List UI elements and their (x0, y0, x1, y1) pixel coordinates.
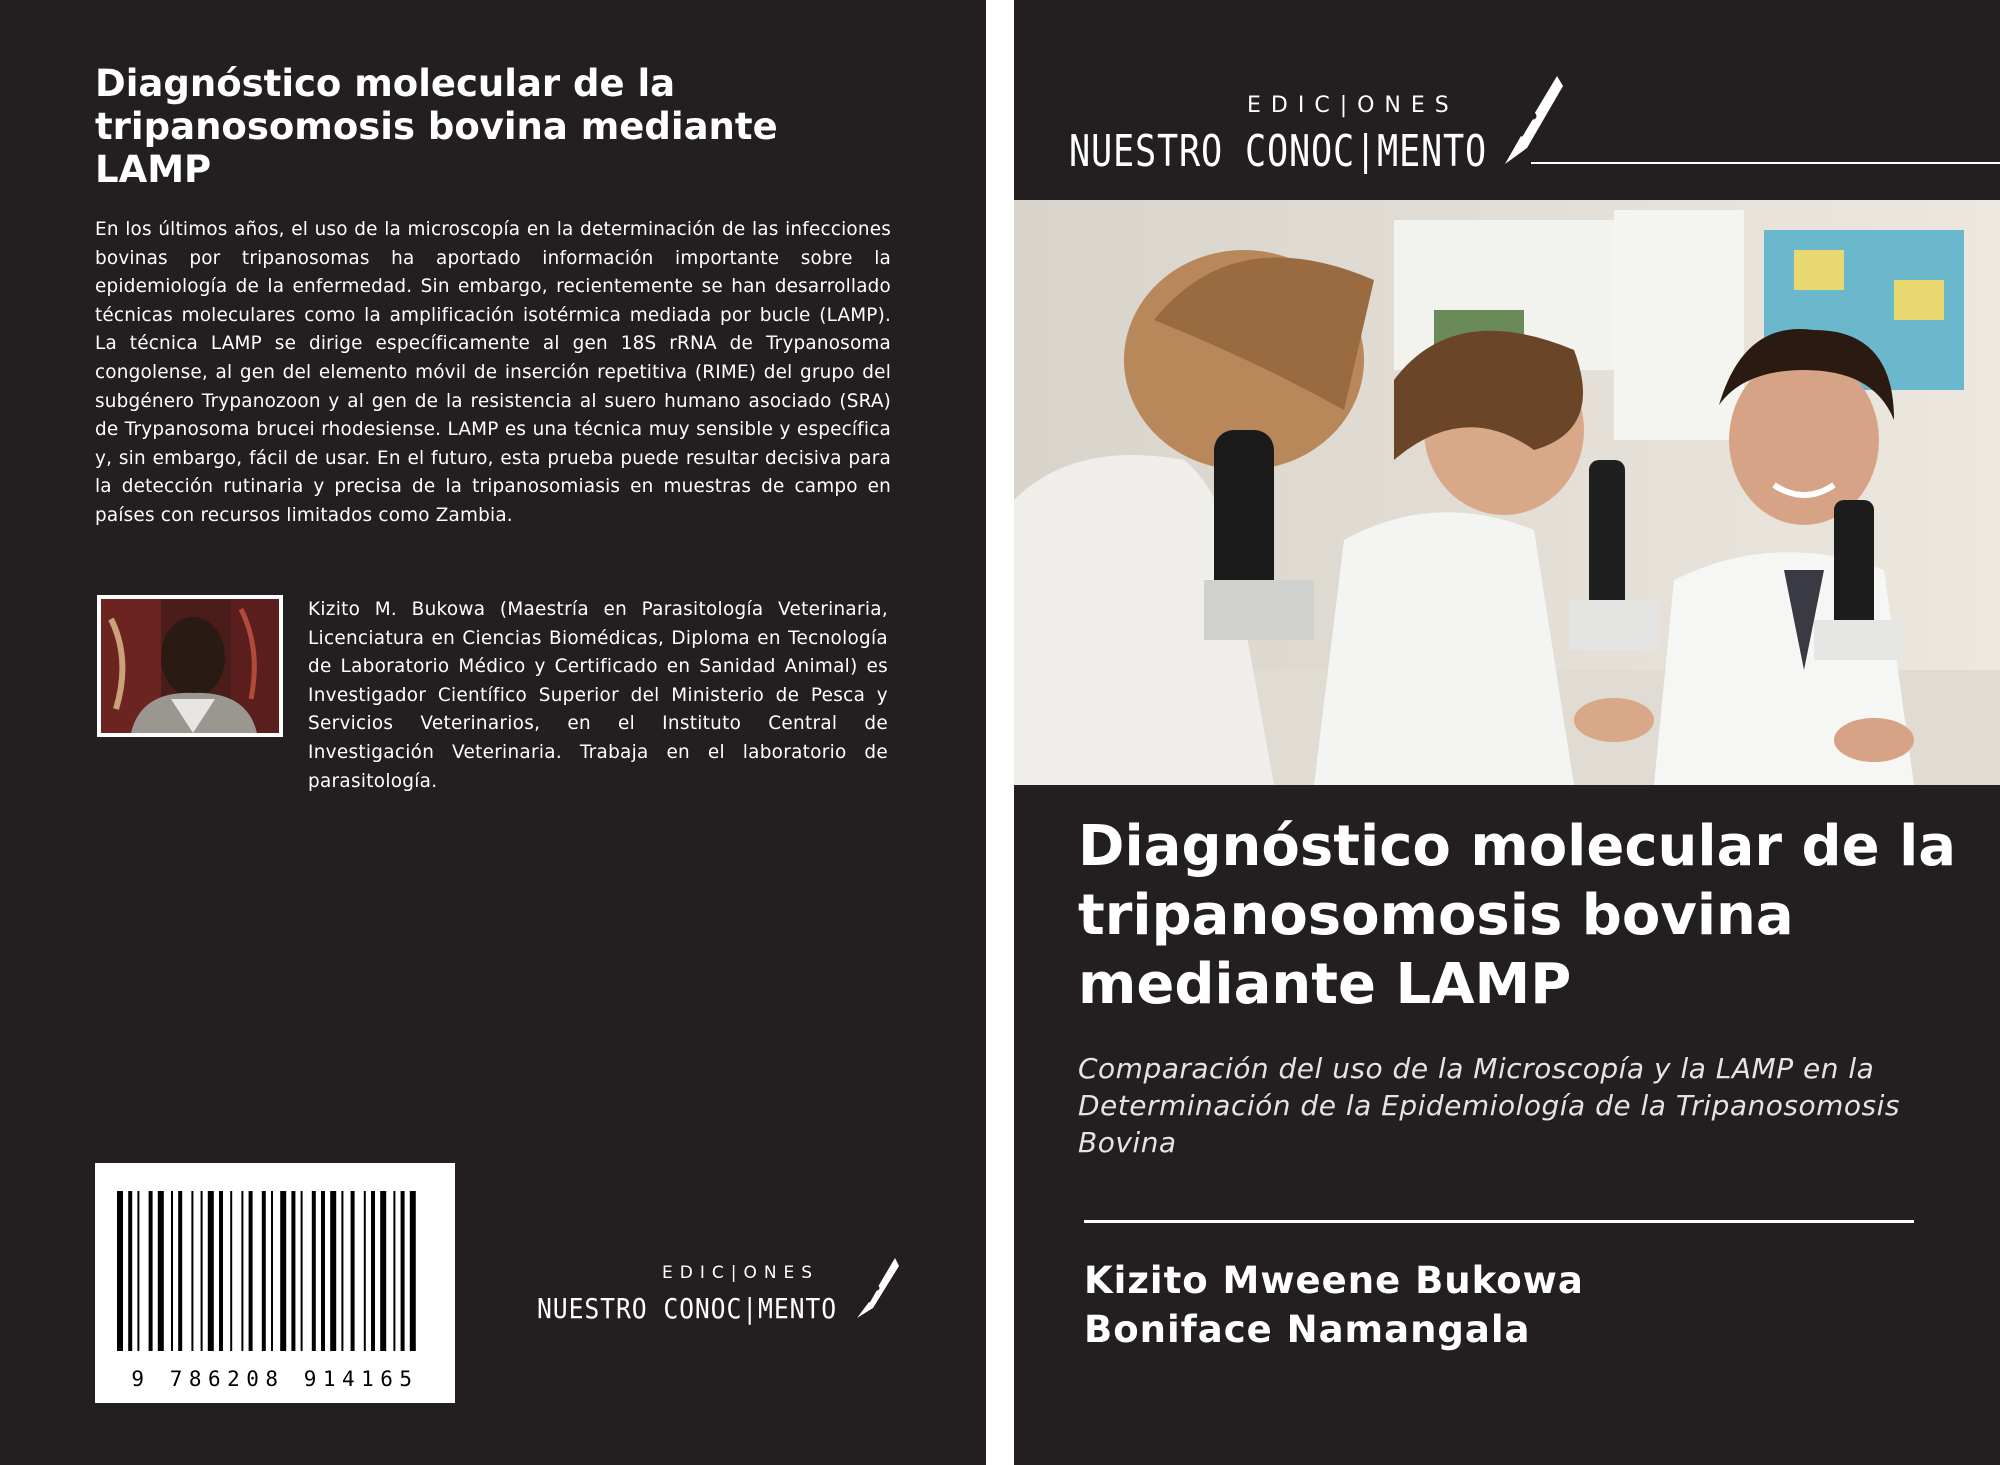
barcode-bar (137, 1191, 139, 1351)
barcode-bar (410, 1191, 416, 1351)
barcode-bar (178, 1191, 182, 1351)
barcode-bar (351, 1191, 355, 1351)
cover-photo-lab-students (1014, 200, 2000, 785)
publisher-main-line: NUESTRO CONOC|MENTO (537, 1292, 837, 1325)
logo-underline (1531, 162, 2000, 164)
back-cover-title: Diagnóstico molecular de la tripanosomosis bovina mediante LAMP (95, 62, 778, 191)
barcode-bar (208, 1191, 214, 1351)
barcode-bar (393, 1191, 395, 1351)
barcode-bar (158, 1191, 164, 1351)
barcode-bar (371, 1191, 375, 1351)
barcode-bar (301, 1191, 303, 1351)
author-name: Boniface Namangala (1084, 1308, 1531, 1351)
publisher-logo-back (537, 1250, 909, 1332)
barcode-bar (341, 1191, 343, 1351)
barcode-bar (219, 1191, 223, 1351)
barcode-bar (401, 1191, 405, 1351)
barcode-bar (364, 1191, 366, 1351)
barcode-bar (241, 1191, 243, 1351)
barcode-bar (201, 1191, 203, 1351)
back-cover-abstract: En los últimos años, el uso de la microscopía en la determinación de las infecciones bovinas por tripanosomas ha aportado información importante sobre la epidemiología de la enfermedad. Sin embargo, recientemente se han desarrollado técnicas moleculares como la amplificación isotérmica mediada por bucle (LAMP). La técnica LAMP se dirige específicamente al gen 18S rRNA de Trypanosoma congolense, al gen del elemento móvil de inserción repetitiva (RIME) del grupo del subgénero Trypanozoon y al gen de la resistencia al suero humano asociado (SRA) de Trypanosoma brucei rhodesiense. LAMP es una técnica muy sensible y específica y, sin embargo, fácil de usar. En el futuro, esta prueba puede resultar decisiva para la detección rutinaria y precisa de la tripanosomiasis en muestras de campo en países con recursos limitados como Zambia. (95, 219, 891, 526)
publisher-top-line: EDIC|ONES (662, 1263, 820, 1283)
barcode-bar (262, 1191, 266, 1351)
barcode-bar (249, 1191, 253, 1351)
publisher-logo-front (1069, 74, 2000, 174)
title-divider (1084, 1220, 1914, 1223)
author-list (1084, 1256, 1584, 1354)
barcode-bar (128, 1191, 132, 1351)
barcode-bar (330, 1191, 336, 1351)
barcode-bar (191, 1191, 193, 1351)
front-cover-title: Diagnóstico molecular de la tripanosomosis bovina mediante LAMP (1078, 814, 1957, 1017)
barcode-bar (271, 1191, 273, 1351)
spine (986, 0, 1014, 1465)
barcode-bar (291, 1191, 295, 1351)
front-cover-subtitle: Comparación del uso de la Microscopía y la LAMP en la Determinación de la Epidemiología de la Tripanosomosis Bovina (1078, 1052, 1900, 1159)
barcode-bar (117, 1191, 123, 1351)
barcode-bar (149, 1191, 153, 1351)
back-cover (0, 0, 986, 1465)
author-name: Kizito Mweene Bukowa (1084, 1259, 1584, 1302)
barcode-bar (171, 1191, 173, 1351)
barcode-bar (380, 1191, 386, 1351)
front-cover (1014, 0, 2000, 1465)
barcode-bar (321, 1191, 325, 1351)
publisher-top-line: EDIC|ONES (1247, 93, 1459, 118)
isbn-digits: 9 786208 914165 (131, 1367, 419, 1391)
pen-nib-icon (1505, 76, 1563, 164)
publisher-main-line: NUESTRO CONOC|MENTO (1069, 126, 1487, 174)
barcode-bar (280, 1191, 286, 1351)
barcode-bar (312, 1191, 316, 1351)
barcode-bar (230, 1191, 232, 1351)
author-bio: Kizito M. Bukowa (Maestría en Parasitología Veterinaria, Licenciatura en Ciencias Biomédicas, Diploma en Tecnología de Laboratorio Médico y Certificado en Sanidad Animal) es Investigador Científico Superior del Ministerio de Pesca y Servicios Veterinarios, en el Instituto Central de Investigación Veterinaria. Trabaja en el laboratorio de parasitología. (308, 599, 888, 792)
pen-nib-icon (857, 1258, 899, 1318)
isbn-barcode (95, 1163, 455, 1403)
author-photo (97, 595, 283, 737)
